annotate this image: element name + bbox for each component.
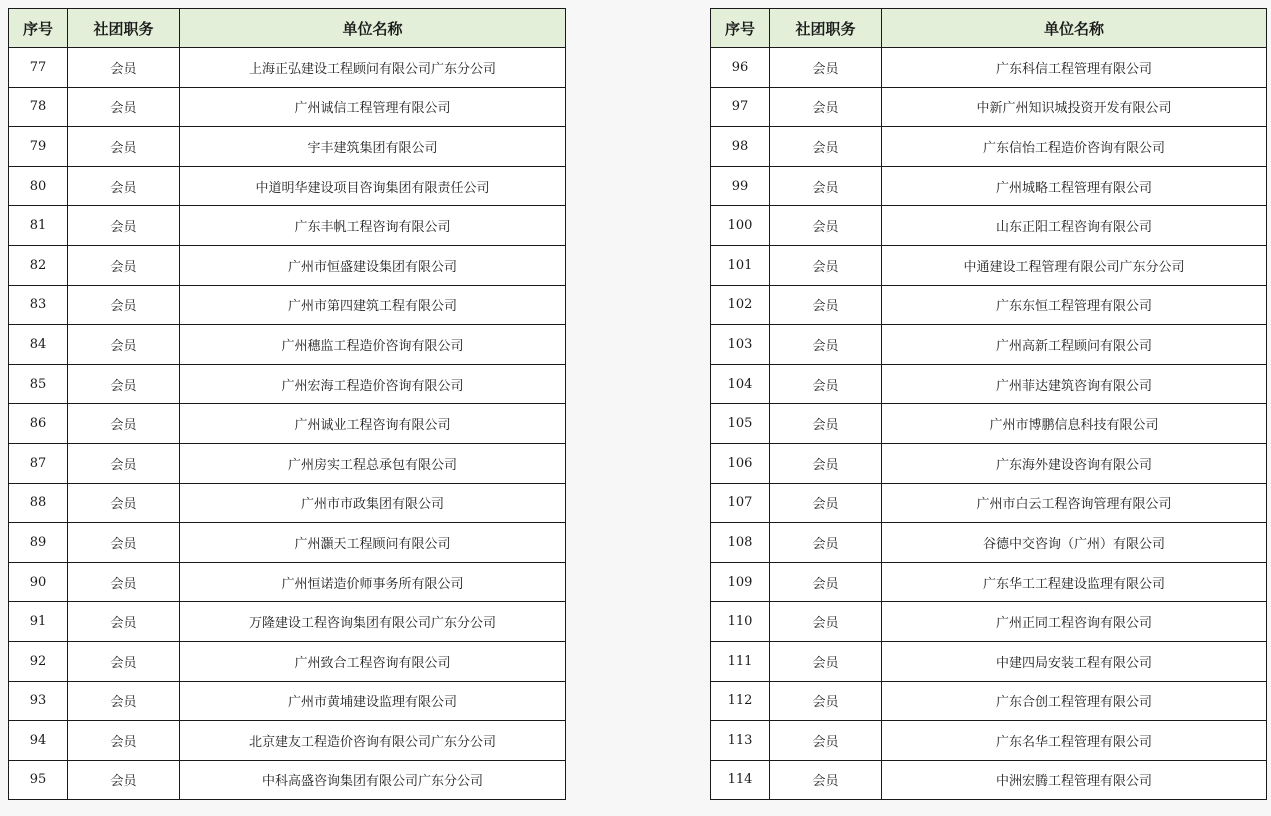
role-cell: 会员 xyxy=(68,87,180,127)
header-unit-name: 单位名称 xyxy=(882,9,1267,48)
serial-number-cell: 105 xyxy=(711,404,770,444)
role-cell: 会员 xyxy=(68,206,180,246)
unit-name-cell: 广州市第四建筑工程有限公司 xyxy=(180,285,566,325)
unit-name-cell: 广州市白云工程咨询管理有限公司 xyxy=(882,483,1267,523)
table-row xyxy=(9,325,566,365)
role-cell: 会员 xyxy=(770,483,882,523)
unit-name-cell: 广东合创工程管理有限公司 xyxy=(882,681,1267,721)
unit-name-cell: 广州恒诺造价师事务所有限公司 xyxy=(180,562,566,602)
table-row xyxy=(711,443,1267,483)
serial-number-cell: 91 xyxy=(9,602,68,642)
role-cell: 会员 xyxy=(770,523,882,563)
unit-name-cell: 广州灝天工程顾问有限公司 xyxy=(180,523,566,563)
unit-name-cell: 中道明华建设项目咨询集团有限责任公司 xyxy=(180,166,566,206)
table-row xyxy=(711,602,1267,642)
serial-number-cell: 108 xyxy=(711,523,770,563)
table-row xyxy=(9,483,566,523)
unit-name-cell: 广东丰帆工程咨询有限公司 xyxy=(180,206,566,246)
role-cell: 会员 xyxy=(68,721,180,761)
serial-number-cell: 79 xyxy=(9,127,68,167)
table-row xyxy=(711,364,1267,404)
table-row xyxy=(711,127,1267,167)
unit-name-cell: 广东信怡工程造价咨询有限公司 xyxy=(882,127,1267,167)
role-cell: 会员 xyxy=(68,48,180,88)
unit-name-cell: 广州市恒盛建设集团有限公司 xyxy=(180,245,566,285)
table-row xyxy=(9,404,566,444)
unit-name-cell: 广州市市政集团有限公司 xyxy=(180,483,566,523)
role-cell: 会员 xyxy=(68,325,180,365)
serial-number-cell: 104 xyxy=(711,364,770,404)
role-cell: 会员 xyxy=(68,245,180,285)
unit-name-cell: 广州宏海工程造价咨询有限公司 xyxy=(180,364,566,404)
unit-name-cell: 广州房实工程总承包有限公司 xyxy=(180,443,566,483)
table-header-row xyxy=(9,9,566,48)
serial-number-cell: 113 xyxy=(711,721,770,761)
role-cell: 会员 xyxy=(770,87,882,127)
table-row xyxy=(711,760,1267,800)
table-row xyxy=(9,681,566,721)
table-row xyxy=(711,483,1267,523)
serial-number-cell: 93 xyxy=(9,681,68,721)
role-cell: 会员 xyxy=(770,364,882,404)
serial-number-cell: 107 xyxy=(711,483,770,523)
unit-name-cell: 广州诚业工程咨询有限公司 xyxy=(180,404,566,444)
unit-name-cell: 中洲宏腾工程管理有限公司 xyxy=(882,760,1267,800)
role-cell: 会员 xyxy=(68,404,180,444)
serial-number-cell: 95 xyxy=(9,760,68,800)
role-cell: 会员 xyxy=(68,602,180,642)
unit-name-cell: 谷德中交咨询（广州）有限公司 xyxy=(882,523,1267,563)
header-role: 社团职务 xyxy=(68,9,180,48)
role-cell: 会员 xyxy=(68,127,180,167)
serial-number-cell: 102 xyxy=(711,285,770,325)
serial-number-cell: 99 xyxy=(711,166,770,206)
table-row xyxy=(9,760,566,800)
table-row xyxy=(711,245,1267,285)
role-cell: 会员 xyxy=(68,641,180,681)
serial-number-cell: 114 xyxy=(711,760,770,800)
table-row xyxy=(711,48,1267,88)
unit-name-cell: 山东正阳工程咨询有限公司 xyxy=(882,206,1267,246)
header-serial-number: 序号 xyxy=(9,9,68,48)
role-cell: 会员 xyxy=(770,127,882,167)
unit-name-cell: 广州菲达建筑咨询有限公司 xyxy=(882,364,1267,404)
table-header-row xyxy=(711,9,1267,48)
role-cell: 会员 xyxy=(770,641,882,681)
member-table-left-body xyxy=(9,48,566,800)
serial-number-cell: 98 xyxy=(711,127,770,167)
serial-number-cell: 86 xyxy=(9,404,68,444)
table-row xyxy=(9,127,566,167)
member-table-right xyxy=(710,8,1267,800)
role-cell: 会员 xyxy=(770,721,882,761)
table-row xyxy=(711,206,1267,246)
table-row xyxy=(711,166,1267,206)
unit-name-cell: 广州诚信工程管理有限公司 xyxy=(180,87,566,127)
serial-number-cell: 100 xyxy=(711,206,770,246)
unit-name-cell: 广州高新工程顾问有限公司 xyxy=(882,325,1267,365)
role-cell: 会员 xyxy=(68,285,180,325)
serial-number-cell: 83 xyxy=(9,285,68,325)
table-row xyxy=(711,87,1267,127)
table-row xyxy=(9,166,566,206)
role-cell: 会员 xyxy=(68,483,180,523)
serial-number-cell: 94 xyxy=(9,721,68,761)
serial-number-cell: 90 xyxy=(9,562,68,602)
serial-number-cell: 89 xyxy=(9,523,68,563)
unit-name-cell: 广东名华工程管理有限公司 xyxy=(882,721,1267,761)
unit-name-cell: 北京建友工程造价咨询有限公司广东分公司 xyxy=(180,721,566,761)
role-cell: 会员 xyxy=(770,206,882,246)
table-row xyxy=(711,325,1267,365)
role-cell: 会员 xyxy=(68,523,180,563)
table-row xyxy=(9,562,566,602)
table-row xyxy=(9,523,566,563)
serial-number-cell: 92 xyxy=(9,641,68,681)
serial-number-cell: 82 xyxy=(9,245,68,285)
unit-name-cell: 广东东恒工程管理有限公司 xyxy=(882,285,1267,325)
member-table-left xyxy=(8,8,566,800)
serial-number-cell: 103 xyxy=(711,325,770,365)
role-cell: 会员 xyxy=(770,760,882,800)
role-cell: 会员 xyxy=(68,562,180,602)
serial-number-cell: 111 xyxy=(711,641,770,681)
unit-name-cell: 广州穗监工程造价咨询有限公司 xyxy=(180,325,566,365)
member-table-right-body xyxy=(711,48,1267,800)
table-row xyxy=(711,285,1267,325)
serial-number-cell: 97 xyxy=(711,87,770,127)
table-row xyxy=(711,404,1267,444)
role-cell: 会员 xyxy=(770,325,882,365)
unit-name-cell: 广州城略工程管理有限公司 xyxy=(882,166,1267,206)
role-cell: 会员 xyxy=(770,562,882,602)
serial-number-cell: 78 xyxy=(9,87,68,127)
role-cell: 会员 xyxy=(770,681,882,721)
unit-name-cell: 广州致合工程咨询有限公司 xyxy=(180,641,566,681)
unit-name-cell: 广州市黄埔建设监理有限公司 xyxy=(180,681,566,721)
serial-number-cell: 110 xyxy=(711,602,770,642)
header-role: 社团职务 xyxy=(770,9,882,48)
serial-number-cell: 101 xyxy=(711,245,770,285)
unit-name-cell: 宇丰建筑集团有限公司 xyxy=(180,127,566,167)
table-row xyxy=(9,87,566,127)
table-row xyxy=(711,562,1267,602)
serial-number-cell: 112 xyxy=(711,681,770,721)
role-cell: 会员 xyxy=(68,443,180,483)
role-cell: 会员 xyxy=(770,48,882,88)
unit-name-cell: 中科高盛咨询集团有限公司广东分公司 xyxy=(180,760,566,800)
header-unit-name: 单位名称 xyxy=(180,9,566,48)
unit-name-cell: 中建四局安装工程有限公司 xyxy=(882,641,1267,681)
role-cell: 会员 xyxy=(770,602,882,642)
serial-number-cell: 77 xyxy=(9,48,68,88)
serial-number-cell: 84 xyxy=(9,325,68,365)
serial-number-cell: 88 xyxy=(9,483,68,523)
serial-number-cell: 106 xyxy=(711,443,770,483)
table-row xyxy=(9,364,566,404)
table-row xyxy=(711,523,1267,563)
unit-name-cell: 广东海外建设咨询有限公司 xyxy=(882,443,1267,483)
table-row xyxy=(9,285,566,325)
role-cell: 会员 xyxy=(770,443,882,483)
unit-name-cell: 上海正弘建设工程顾问有限公司广东分公司 xyxy=(180,48,566,88)
unit-name-cell: 广东科信工程管理有限公司 xyxy=(882,48,1267,88)
table-row xyxy=(9,206,566,246)
unit-name-cell: 广州市博鹏信息科技有限公司 xyxy=(882,404,1267,444)
role-cell: 会员 xyxy=(770,245,882,285)
role-cell: 会员 xyxy=(68,681,180,721)
unit-name-cell: 中新广州知识城投资开发有限公司 xyxy=(882,87,1267,127)
table-row xyxy=(9,48,566,88)
table-row xyxy=(9,602,566,642)
role-cell: 会员 xyxy=(68,760,180,800)
role-cell: 会员 xyxy=(68,364,180,404)
serial-number-cell: 96 xyxy=(711,48,770,88)
serial-number-cell: 81 xyxy=(9,206,68,246)
role-cell: 会员 xyxy=(68,166,180,206)
role-cell: 会员 xyxy=(770,166,882,206)
table-row xyxy=(711,641,1267,681)
unit-name-cell: 广东华工工程建设监理有限公司 xyxy=(882,562,1267,602)
unit-name-cell: 广州正同工程咨询有限公司 xyxy=(882,602,1267,642)
table-row xyxy=(711,721,1267,761)
serial-number-cell: 80 xyxy=(9,166,68,206)
serial-number-cell: 85 xyxy=(9,364,68,404)
serial-number-cell: 87 xyxy=(9,443,68,483)
header-serial-number: 序号 xyxy=(711,9,770,48)
table-row xyxy=(9,443,566,483)
role-cell: 会员 xyxy=(770,285,882,325)
table-row xyxy=(9,245,566,285)
unit-name-cell: 万隆建设工程咨询集团有限公司广东分公司 xyxy=(180,602,566,642)
serial-number-cell: 109 xyxy=(711,562,770,602)
role-cell: 会员 xyxy=(770,404,882,444)
table-row xyxy=(711,681,1267,721)
unit-name-cell: 中通建设工程管理有限公司广东分公司 xyxy=(882,245,1267,285)
table-row xyxy=(9,641,566,681)
table-row xyxy=(9,721,566,761)
